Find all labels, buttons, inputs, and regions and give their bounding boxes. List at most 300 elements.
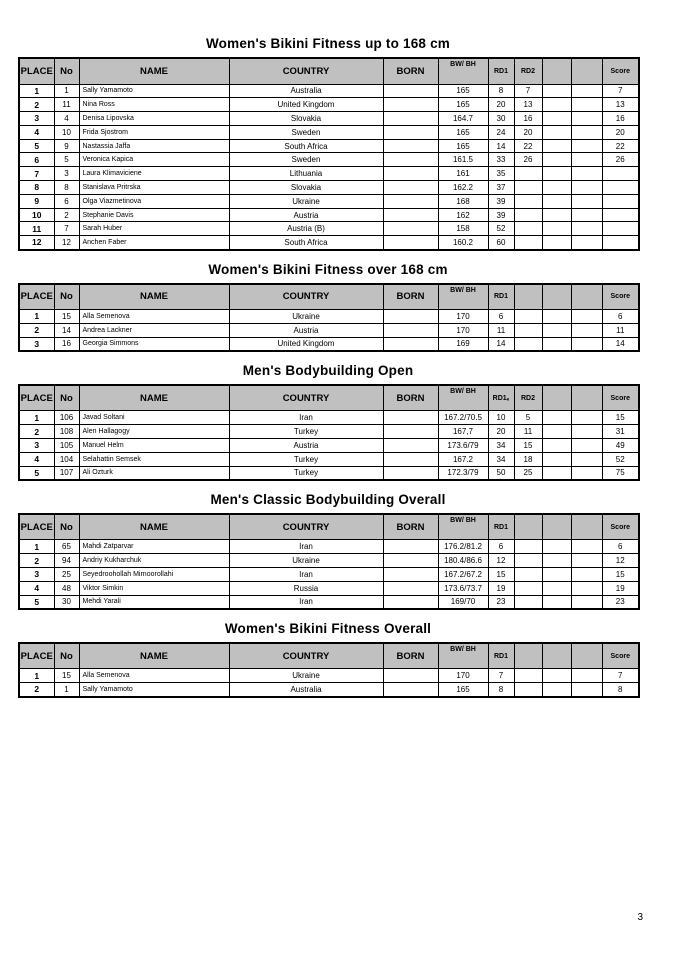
cell-extra1 [542,125,571,139]
cell-rd2 [514,208,542,222]
cell-extra1 [542,153,571,167]
column-header-place: PLACE [19,58,54,84]
cell-rd1: 23 [488,595,514,609]
column-header-extra1 [542,385,571,411]
column-header-country: COUNTRY [229,58,383,84]
table-row [19,683,639,697]
cell-extra2 [571,595,602,609]
column-header-extra2 [571,514,602,540]
cell-extra2 [571,669,602,683]
table-row [19,153,639,167]
column-header-extra2 [571,284,602,310]
cell-country: Ukraine [229,194,383,208]
cell-rd2: 15 [514,439,542,453]
column-header-no: No [54,58,79,84]
cell-extra2 [571,568,602,582]
cell-rd2: 5 [514,411,542,425]
column-header-country: COUNTRY [229,643,383,669]
cell-score: 26 [602,153,639,167]
cell-born [383,236,438,250]
table-row [19,669,639,683]
column-header-born: BORN [383,643,438,669]
column-header-place: PLACE [19,385,54,411]
cell-name: Selahattin Semsek [79,452,229,466]
table-row [19,411,639,425]
cell-bwbh: 167.2/67.2 [438,568,488,582]
cell-extra2 [571,125,602,139]
column-header-rd2 [514,643,542,669]
cell-rd1: 12 [488,554,514,568]
cell-born [383,337,438,351]
cell-bwbh: 168 [438,194,488,208]
cell-rd2: 20 [514,125,542,139]
cell-score [602,236,639,250]
cell-extra1 [542,194,571,208]
cell-place: 3 [19,568,54,582]
cell-no: 14 [54,323,79,337]
cell-extra2 [571,411,602,425]
cell-name: Olga Viazmetinova [79,194,229,208]
column-header-name: NAME [79,284,229,310]
page-number: 3 [637,912,643,923]
table-row [19,554,639,568]
cell-score [602,208,639,222]
cell-born [383,425,438,439]
cell-rd2 [514,194,542,208]
column-header-rd2: RD2 [514,58,542,84]
cell-name: Stanislava Pritrska [79,181,229,195]
cell-place: 3 [19,112,54,126]
cell-score: 15 [602,568,639,582]
column-header-no: No [54,385,79,411]
section-title: Women's Bikini Fitness over 168 cm [208,261,448,277]
cell-no: 48 [54,581,79,595]
column-header-no: No [54,643,79,669]
cell-no: 11 [54,98,79,112]
cell-bwbh: 165 [438,84,488,98]
cell-extra2 [571,112,602,126]
column-header-born: BORN [383,284,438,310]
cell-rd2: 25 [514,466,542,480]
column-header-born: BORN [383,385,438,411]
cell-place: 7 [19,167,54,181]
cell-rd2 [514,540,542,554]
cell-place: 8 [19,181,54,195]
column-header-extra1 [542,514,571,540]
table-row [19,323,639,337]
cell-rd1: 6 [488,540,514,554]
cell-bwbh: 176.2/81.2 [438,540,488,554]
cell-no: 1 [54,84,79,98]
cell-born [383,208,438,222]
cell-country: Iran [229,595,383,609]
cell-score: 12 [602,554,639,568]
cell-bwbh: 170 [438,310,488,324]
column-header-bwbh: BW/ BH [438,58,488,84]
cell-name: Seyedroohollah Mirnoorollahi [79,568,229,582]
cell-score: 31 [602,425,639,439]
cell-rd2: 16 [514,112,542,126]
cell-bwbh: 170 [438,669,488,683]
cell-extra2 [571,466,602,480]
cell-bwbh: 162.2 [438,181,488,195]
cell-bwbh: 169/70 [438,595,488,609]
cell-bwbh: 165 [438,98,488,112]
cell-born [383,181,438,195]
cell-score: 15 [602,411,639,425]
cell-born [383,167,438,181]
cell-extra2 [571,439,602,453]
cell-no: 10 [54,125,79,139]
cell-born [383,139,438,153]
cell-score: 75 [602,466,639,480]
cell-extra2 [571,323,602,337]
cell-name: Laura Klimaviciene [79,167,229,181]
cell-name: Manuel Helm [79,439,229,453]
column-header-rd1: RD1 [488,58,514,84]
cell-place: 12 [19,236,54,250]
cell-country: Iran [229,568,383,582]
cell-name: Sarah Huber [79,222,229,236]
cell-country: Australia [229,84,383,98]
cell-rd1: 34 [488,452,514,466]
cell-extra2 [571,139,602,153]
cell-born [383,411,438,425]
cell-rd1: 14 [488,337,514,351]
cell-score: 14 [602,337,639,351]
cell-name: Javad Soltani [79,411,229,425]
cell-score [602,181,639,195]
cell-born [383,595,438,609]
table-row [19,194,639,208]
cell-country: Slovakia [229,181,383,195]
table-row [19,98,639,112]
cell-name: Andriy Kukharchuk [79,554,229,568]
section-title: Men's Bodybuilding Open [242,362,414,378]
column-header-extra2 [571,643,602,669]
tables-container [18,36,638,698]
table-row [19,222,639,236]
cell-extra1 [542,540,571,554]
results-section [18,262,638,352]
cell-country: South Africa [229,236,383,250]
cell-no: 106 [54,411,79,425]
column-header-born: BORN [383,514,438,540]
table-row [19,425,639,439]
cell-country: Austria (B) [229,222,383,236]
column-header-name: NAME [79,58,229,84]
cell-bwbh: 173.6/79 [438,439,488,453]
column-header-score: Score [602,58,639,84]
table-row [19,139,639,153]
cell-country: Russia [229,581,383,595]
cell-born [383,84,438,98]
cell-country: Austria [229,208,383,222]
column-header-score: Score [602,385,639,411]
cell-rd1: 35 [488,167,514,181]
cell-rd1: 6 [488,310,514,324]
cell-no: 107 [54,466,79,480]
cell-extra1 [542,554,571,568]
cell-place: 3 [19,337,54,351]
cell-no: 108 [54,425,79,439]
cell-extra1 [542,310,571,324]
cell-rd1: 14 [488,139,514,153]
cell-extra2 [571,84,602,98]
column-header-score: Score [602,284,639,310]
cell-bwbh: 170 [438,323,488,337]
cell-place: 2 [19,554,54,568]
cell-score: 13 [602,98,639,112]
cell-place: 2 [19,425,54,439]
cell-no: 8 [54,181,79,195]
cell-no: 15 [54,669,79,683]
cell-no: 6 [54,194,79,208]
table-row [19,208,639,222]
cell-no: 2 [54,208,79,222]
cell-country: Sweden [229,153,383,167]
cell-score: 7 [602,669,639,683]
cell-born [383,439,438,453]
cell-bwbh: 160.2 [438,236,488,250]
table-row [19,167,639,181]
column-header-no: No [54,284,79,310]
cell-no: 5 [54,153,79,167]
cell-country: Austria [229,439,383,453]
cell-extra1 [542,595,571,609]
cell-country: Ukraine [229,310,383,324]
cell-score [602,222,639,236]
cell-country: United Kingdom [229,98,383,112]
column-header-country: COUNTRY [229,385,383,411]
cell-bwbh: 167.2/70.5 [438,411,488,425]
cell-bwbh: 161 [438,167,488,181]
cell-score: 52 [602,452,639,466]
cell-rd1: 10 [488,411,514,425]
cell-rd2: 26 [514,153,542,167]
cell-no: 12 [54,236,79,250]
header-row [19,58,639,84]
cell-rd1: 39 [488,208,514,222]
table-row [19,466,639,480]
cell-bwbh: 173.6/73.7 [438,581,488,595]
cell-rd2: 22 [514,139,542,153]
column-header-extra2 [571,385,602,411]
cell-score: 16 [602,112,639,126]
column-header-country: COUNTRY [229,514,383,540]
cell-country: South Africa [229,139,383,153]
column-header-bwbh: BW/ BH [438,385,488,411]
table-row [19,595,639,609]
cell-rd2 [514,683,542,697]
results-table [18,283,640,352]
cell-rd1: 60 [488,236,514,250]
cell-no: 65 [54,540,79,554]
table-row [19,125,639,139]
column-header-rd1: RD1 [488,514,514,540]
cell-no: 7 [54,222,79,236]
cell-place: 9 [19,194,54,208]
column-header-no: No [54,514,79,540]
cell-bwbh: 162 [438,208,488,222]
cell-extra1 [542,683,571,697]
cell-rd2 [514,669,542,683]
results-table [18,384,640,481]
cell-no: 30 [54,595,79,609]
cell-born [383,466,438,480]
cell-name: Alla Semenova [79,669,229,683]
cell-rd2 [514,181,542,195]
cell-bwbh: 172.3/79 [438,466,488,480]
cell-place: 2 [19,323,54,337]
results-section [18,36,638,251]
cell-score: 22 [602,139,639,153]
column-header-extra2 [571,58,602,84]
cell-place: 5 [19,595,54,609]
cell-rd1: 33 [488,153,514,167]
column-header-extra1 [542,643,571,669]
cell-extra1 [542,425,571,439]
column-header-name: NAME [79,514,229,540]
cell-extra2 [571,337,602,351]
cell-extra1 [542,181,571,195]
table-row [19,181,639,195]
cell-rd1: 20 [488,425,514,439]
cell-extra1 [542,411,571,425]
cell-country: Lithuania [229,167,383,181]
cell-rd1: 8 [488,683,514,697]
cell-rd1: 34 [488,439,514,453]
column-header-name: NAME [79,643,229,669]
cell-extra1 [542,84,571,98]
table-row [19,581,639,595]
cell-extra1 [542,323,571,337]
column-header-score: Score [602,514,639,540]
cell-country: Slovakia [229,112,383,126]
cell-name: Mahdi Zatparvar [79,540,229,554]
cell-extra1 [542,167,571,181]
results-table [18,642,640,698]
cell-extra1 [542,337,571,351]
cell-place: 2 [19,98,54,112]
cell-born [383,98,438,112]
cell-born [383,125,438,139]
cell-place: 11 [19,222,54,236]
cell-no: 104 [54,452,79,466]
table-row [19,84,639,98]
cell-rd2 [514,568,542,582]
column-header-rd2 [514,284,542,310]
cell-score [602,167,639,181]
cell-place: 1 [19,310,54,324]
column-header-bwbh: BW/ BH [438,284,488,310]
cell-score: 6 [602,540,639,554]
table-row [19,310,639,324]
cell-bwbh: 165 [438,683,488,697]
cell-rd2 [514,323,542,337]
cell-born [383,683,438,697]
cell-score: 6 [602,310,639,324]
cell-born [383,540,438,554]
section-title: Women's Bikini Fitness Overall [224,620,432,636]
cell-country: Ukraine [229,554,383,568]
cell-born [383,581,438,595]
results-section [18,492,638,610]
column-header-rd1: RD1 [488,643,514,669]
cell-extra2 [571,236,602,250]
cell-name: Georgia Simmons [79,337,229,351]
cell-name: Denisa Lipovska [79,112,229,126]
cell-place: 4 [19,452,54,466]
header-row [19,284,639,310]
cell-place: 5 [19,466,54,480]
cell-country: Austria [229,323,383,337]
cell-extra1 [542,236,571,250]
cell-bwbh: 165 [438,125,488,139]
cell-country: Iran [229,411,383,425]
cell-no: 3 [54,167,79,181]
cell-name: Alen Hallagogy [79,425,229,439]
cell-no: 25 [54,568,79,582]
cell-score: 8 [602,683,639,697]
table-row [19,112,639,126]
cell-rd1: 30 [488,112,514,126]
header-row [19,643,639,669]
cell-extra2 [571,194,602,208]
cell-extra2 [571,683,602,697]
cell-country: United Kingdom [229,337,383,351]
cell-extra1 [542,439,571,453]
cell-born [383,153,438,167]
cell-extra2 [571,540,602,554]
cell-place: 4 [19,125,54,139]
cell-extra1 [542,466,571,480]
cell-rd1: 37 [488,181,514,195]
header-row [19,514,639,540]
column-header-place: PLACE [19,514,54,540]
cell-bwbh: 158 [438,222,488,236]
cell-country: Iran [229,540,383,554]
cell-bwbh: 169 [438,337,488,351]
cell-name: Veronica Kapica [79,153,229,167]
cell-born [383,222,438,236]
cell-country: Sweden [229,125,383,139]
cell-born [383,669,438,683]
cell-place: 2 [19,683,54,697]
column-header-extra1 [542,284,571,310]
cell-no: 105 [54,439,79,453]
cell-name: Nastassia Jaffa [79,139,229,153]
header-row [19,385,639,411]
section-title: Women's Bikini Fitness up to 168 cm [205,36,450,51]
cell-rd2: 13 [514,98,542,112]
cell-rd2: 18 [514,452,542,466]
table-row [19,236,639,250]
cell-extra1 [542,208,571,222]
cell-rd1: 20 [488,98,514,112]
cell-rd1: 15 [488,568,514,582]
cell-rd2: 11 [514,425,542,439]
cell-name: Ali Ozturk [79,466,229,480]
cell-extra2 [571,310,602,324]
column-header-rd2 [514,514,542,540]
table-row [19,540,639,554]
cell-rd1: 19 [488,581,514,595]
column-header-bwbh: BW/ BH [438,643,488,669]
cell-place: 1 [19,669,54,683]
cell-extra2 [571,208,602,222]
cell-bwbh: 167.2 [438,452,488,466]
